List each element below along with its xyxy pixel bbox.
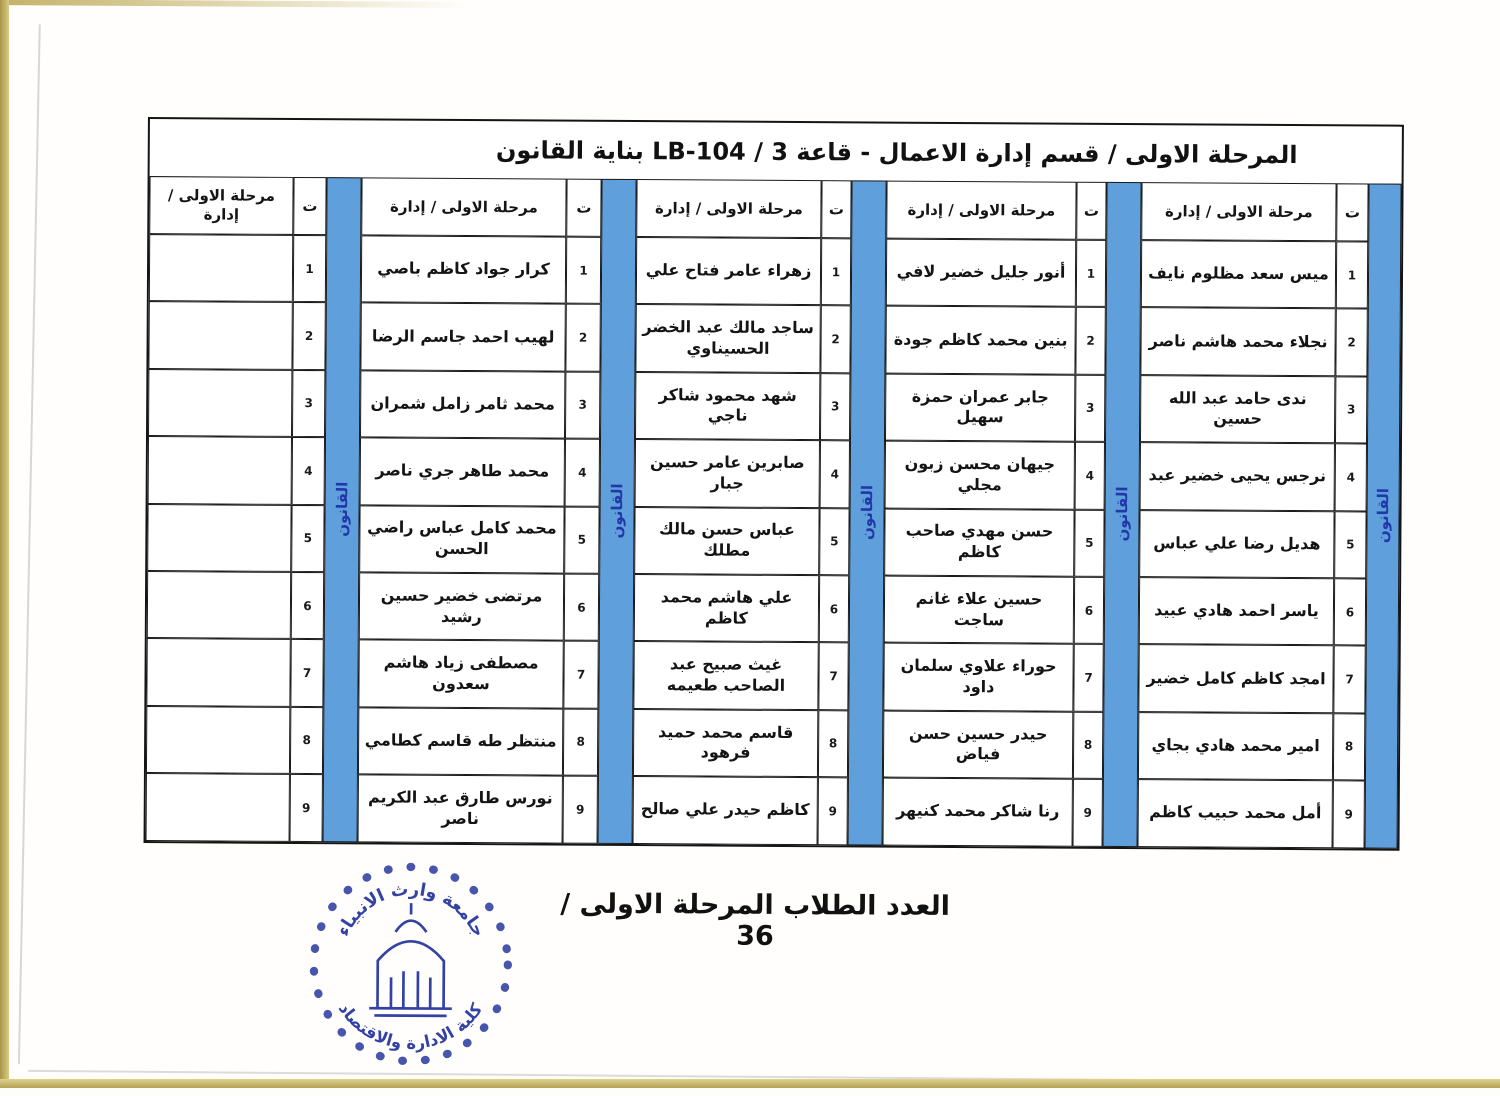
- shrine-icon: [369, 903, 452, 1016]
- name-cell: لهيب احمد جاسم الرضا: [360, 303, 565, 372]
- serial-cell: 6: [291, 572, 324, 640]
- name-cell: جيهان محسن زبون مجلي: [885, 441, 1075, 510]
- name-cell: قاسم محمد حميد فرهود: [633, 709, 818, 778]
- scan-edge-left: [0, 0, 9, 1088]
- name-cell: حيدر حسين حسن فياض: [883, 710, 1073, 779]
- serial-header-cell: ت: [1336, 183, 1368, 241]
- serial-cell: 9: [290, 774, 323, 842]
- column-header-cell: مرحلة الاولى / إدارة: [361, 177, 566, 236]
- name-cell: مرتضى خضير حسين رشيد: [359, 572, 564, 641]
- scan-edge-bottom: [0, 1079, 1500, 1088]
- name-cell: نجلاء محمد هاشم ناصر: [1140, 308, 1335, 377]
- university-stamp: [296, 857, 525, 1080]
- serial-cell: 9: [818, 777, 848, 845]
- student-table: [144, 117, 1404, 850]
- law-strip: [848, 180, 887, 845]
- name-cell: شهد محمود شاكر ناجي: [635, 372, 820, 441]
- law-strip-label: القانون: [858, 485, 876, 540]
- serial-cell: 1: [1336, 241, 1368, 309]
- serial-cell: 1: [566, 237, 601, 305]
- name-cell: غيث صبيح عبد الصاحب طعيمه: [633, 641, 818, 710]
- serial-cell: 3: [1335, 376, 1367, 444]
- serial-cell: 5: [1074, 509, 1104, 577]
- stamp-bottom-text: كلية الادارة والاقتصاد: [335, 999, 487, 1054]
- serial-cell: 8: [290, 707, 323, 775]
- name-cell: هديل رضا علي عباس: [1139, 510, 1334, 579]
- law-strip-label: القانون: [1374, 488, 1392, 543]
- name-cell: منتظر طه قاسم كطامي: [358, 707, 563, 776]
- table-title: المرحلة الاولى / قسم إدارة الاعمال - قاعة 3 / LB-104 بناية القانون: [150, 119, 1402, 184]
- name-cell: ندى حامد عبد الله حسين: [1140, 375, 1335, 444]
- serial-header-cell: ت: [293, 177, 326, 235]
- name-cell: كرار جواد كاظم باصي: [361, 235, 566, 304]
- serial-cell: 3: [1075, 375, 1105, 443]
- student-count-text: العدد الطلاب المرحلة الاولى / 36: [540, 888, 970, 953]
- name-cell: جابر عمران حمزة سهيل: [885, 373, 1075, 442]
- name-cell: حسين علاء غانم ساجت: [884, 576, 1074, 645]
- column-header-cell: مرحلة الاولى / إدارة: [636, 179, 821, 238]
- name-cell: نرجس يحيى خضير عبد: [1140, 442, 1335, 511]
- name-cell: [148, 301, 292, 369]
- name-cell: عباس حسن مالك مطلك: [634, 507, 819, 576]
- serial-cell: 4: [1075, 442, 1105, 510]
- serial-cell: 7: [1073, 644, 1103, 712]
- serial-header-cell: ت: [821, 180, 851, 238]
- name-cell: محمد كامل عباس راضي الحسن: [359, 505, 564, 574]
- serial-cell: 2: [292, 302, 325, 370]
- law-strip-label: القانون: [608, 484, 626, 539]
- name-cell: ياسر احمد هادي عبيد: [1139, 577, 1334, 646]
- serial-cell: 9: [1333, 780, 1365, 848]
- name-cell: مصطفى زياد هاشم سعدون: [358, 640, 563, 709]
- name-cell: أمل محمد حبيب كاظم: [1138, 779, 1333, 848]
- serial-cell: 7: [1333, 646, 1365, 714]
- serial-cell: 8: [1073, 711, 1103, 779]
- serial-cell: 5: [564, 506, 599, 574]
- name-cell: [146, 773, 290, 841]
- serial-cell: 6: [1074, 577, 1104, 645]
- column-header-cell: مرحلة الاولى / إدارة: [886, 181, 1076, 240]
- serial-cell: 4: [565, 439, 600, 507]
- serial-cell: 1: [821, 238, 851, 306]
- name-cell: حسن مهدي صاحب كاظم: [884, 508, 1074, 577]
- name-cell: [147, 571, 291, 639]
- serial-cell: 4: [292, 437, 325, 505]
- serial-header-cell: ت: [1076, 182, 1106, 240]
- name-cell: رنا شاكر محمد كنيهر: [883, 778, 1073, 847]
- law-strip-label: القانون: [333, 482, 351, 537]
- serial-cell: 7: [818, 642, 848, 710]
- paper-edge-line-left: [18, 24, 41, 1064]
- name-cell: محمد طاهر جري ناصر: [360, 438, 565, 507]
- law-strip-label: القانون: [1113, 487, 1131, 542]
- scan-edge-top: [1, 0, 471, 8]
- law-strip: [598, 179, 637, 844]
- serial-cell: 6: [819, 575, 849, 643]
- name-cell: [148, 436, 292, 504]
- serial-cell: 3: [565, 371, 600, 439]
- serial-cell: 5: [291, 504, 324, 572]
- name-cell: امير محمد هادي بجاي: [1138, 712, 1333, 781]
- name-cell: [148, 369, 292, 437]
- name-cell: بنين محمد كاظم جودة: [885, 306, 1075, 375]
- name-cell: حوراء علاوي سلمان داود: [883, 643, 1073, 712]
- name-cell: زهراء عامر فتاح علي: [636, 237, 821, 306]
- stamp-top-text: جامعة وارث الانبياء: [333, 879, 489, 940]
- serial-cell: 3: [292, 370, 325, 438]
- serial-cell: 1: [1076, 240, 1106, 308]
- serial-cell: 3: [820, 373, 850, 441]
- name-cell: [147, 504, 291, 572]
- serial-cell: 7: [563, 641, 598, 709]
- name-cell: [146, 638, 290, 706]
- serial-cell: 9: [1073, 779, 1103, 847]
- serial-cell: 6: [1334, 578, 1366, 646]
- law-strip: [323, 177, 362, 842]
- serial-cell: 5: [1334, 511, 1366, 579]
- name-cell: صابرين عامر حسين جبار: [635, 439, 820, 508]
- law-strip: [1365, 184, 1402, 849]
- serial-cell: 2: [1075, 307, 1105, 375]
- name-cell: محمد ثامر زامل شمران: [360, 370, 565, 439]
- serial-cell: 4: [820, 440, 850, 508]
- name-cell: كاظم حيدر علي صالح: [633, 776, 818, 845]
- name-cell: نورس طارق عبد الكريم ناصر: [358, 774, 563, 843]
- name-cell: ميس سعد مظلوم نايف: [1141, 240, 1336, 309]
- serial-cell: 8: [563, 708, 598, 776]
- serial-cell: 1: [293, 235, 326, 303]
- serial-cell: 4: [1335, 443, 1367, 511]
- serial-cell: 2: [1335, 309, 1367, 377]
- name-cell: أنور جليل خضير لافي: [886, 239, 1076, 308]
- name-cell: [149, 234, 293, 302]
- serial-header-cell: ت: [566, 179, 601, 237]
- name-cell: علي هاشم محمد كاظم: [634, 574, 819, 643]
- serial-cell: 2: [820, 306, 850, 374]
- serial-cell: 2: [565, 304, 600, 372]
- serial-cell: 8: [818, 710, 848, 778]
- serial-cell: 5: [819, 508, 849, 576]
- name-cell: امجد كاظم كامل خضير: [1138, 644, 1333, 713]
- column-header-cell: مرحلة الاولى / إدارة: [149, 176, 293, 235]
- serial-cell: 7: [290, 639, 323, 707]
- column-header-cell: مرحلة الاولى / إدارة: [1141, 182, 1336, 241]
- name-cell: [146, 706, 290, 774]
- serial-cell: 9: [563, 776, 598, 844]
- name-cell: ساجد مالك عبد الخضر الحسيناوي: [635, 304, 820, 373]
- serial-cell: 8: [1333, 713, 1365, 781]
- law-strip: [1103, 182, 1142, 847]
- serial-cell: 6: [564, 574, 599, 642]
